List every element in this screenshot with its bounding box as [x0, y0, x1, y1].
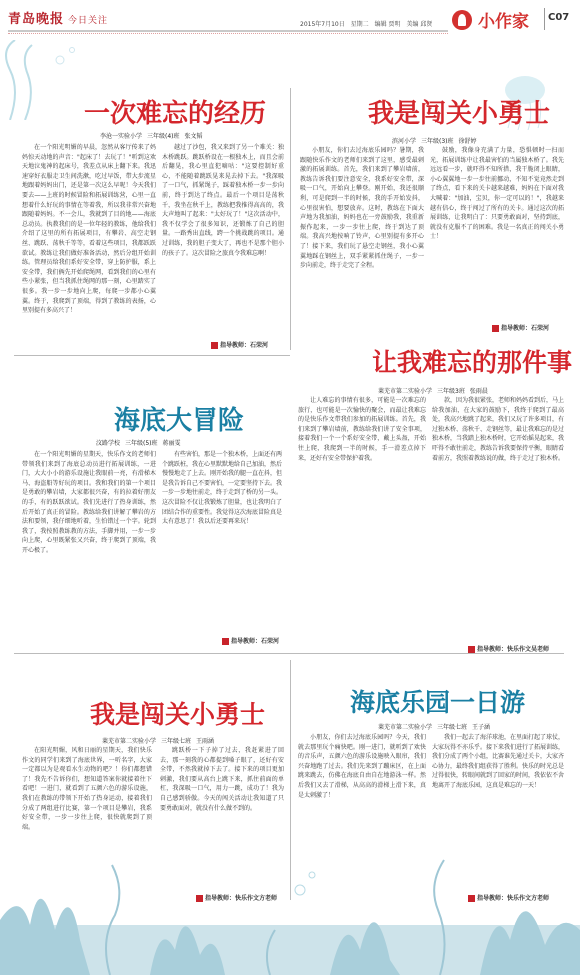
article-body-column-2: 款，因为我很紧张，老师和妈妈看到后，马上给我加油，在大家的鼓励下，我终于爬到了最高处，我高兴地跳了起来，我们又玩了许多项目，有过独木桥、荡秋千、走钢丝等，最让我难忘的是过独木桥，当我踏上独木桥时，它开始摇晃起来，我吓得不敢往前走，教练告诉我要保持平衡，眼睛看着前方，我照着教练说的做，终于走过了独木桥。	[432, 397, 564, 462]
article-title: 我是闯关小勇士	[368, 99, 551, 129]
editor-credit: 编辑 贾明	[374, 21, 401, 28]
signature-marker-icon	[492, 325, 499, 332]
column-divider	[290, 88, 291, 350]
byline-grade: 三年级(3)班	[421, 138, 454, 145]
article-body-column-1: 在阳光明媚，风和日丽的星期天，我们快乐作文的同学们来到了海底世界，一听名字，大家一定都以为是观看水生动物的吧？！你们都想错了！我先不告诉你们，想知道答案你就接着往下看吧！一进门，就看到了五颜六色的游乐设施，我们在教练的带领下开始了热身运动，接着我们分成了两组进行比赛，第一个项目是攀岩，我系好安全带，一步一步往上爬，很快就爬到了顶端。	[22, 747, 152, 831]
article-title: 海底乐园一日游	[350, 688, 526, 717]
designer-credit: 美编 邱贤	[406, 21, 433, 28]
article-title: 我是闯关小勇士	[90, 700, 266, 729]
page-header	[0, 0, 580, 36]
newspaper-name: 青岛晚报	[8, 12, 65, 27]
page-number: C07	[548, 12, 570, 23]
article-body-column-1: 在一个阳光明媚的早晨，忽然从客厅传来了妈妈惊天动地的声音："起床了！去玩了！"听到这欢天地泣鬼神的起床号，我差点从床上翻下来。我迅速穿好衣服走卫生间洗漱，吃过早饭，带大步流星地跟着妈妈出门，还是第一次这么早呢！今天我们要去——上班的时候冒险和拓展训练营，心里一直想着什么好玩的事情在等着我，所以我非常兴奋地跟随着妈妈。不一会儿，我就到了目的地——海底总动员。执教我们的是一位年轻的教练，他给我们介绍了这里的所有拓展项目，有攀岩、高空走钢丝、跳跃、荡秋千等等，看着这些项目，我都跃跃欲试。教练让我们做好准备活动，然后分组开始训练。管理员给我们系好安全带，穿上防护服，系上安全带，我们俩先开始爬绳网，看到我们的心里有些小紧张，但当我抓住绳网的那一刻，心里踏实了很多。我一步一步地向上爬，每爬一步都小心翼翼。终于，我爬到了顶端，得到了教练的表扬，心里别提有多高兴了！	[22, 144, 156, 315]
byline	[392, 136, 482, 145]
byline-author: 王雨涵	[196, 738, 215, 745]
article-body-column-1: 小朋友，你们去过海底乐园吗？暑期，我跟随快乐作文的老师们来到了这里，感受最刺激的拓展训练。首先，我们来到了攀岩墙前，教练告诉我们要注意安全，我系好安全带，深吸一口气，开始向上攀登。刚开始，我还很顺利，可是爬到一半的时候，我的手开始发抖，心里很害怕，想要放弃。这时，教练在下面大声地为我加油，妈妈也在一旁鼓励我，我重新振作起来，一步一步往上爬，终于到达了顶端。我高兴地按响了铃声，心里别提有多开心了！接下来，我们玩了悬空走钢丝，我小心翼翼地踩在钢丝上，双手紧紧抓住绳子，一步一步向前走，终于走完了全程。	[300, 147, 424, 270]
byline-school: 滨河小学	[392, 138, 417, 145]
byline-grade: 三年级七班	[161, 738, 192, 745]
article-title: 海底大冒险	[114, 406, 245, 436]
signature-text: 指导教师：石荣河	[501, 325, 550, 332]
byline-grade: 三年级(4)班	[147, 133, 180, 140]
signature-marker-icon	[211, 342, 218, 349]
issue-meta	[300, 19, 436, 28]
byline-author: 徐舒婷	[458, 138, 477, 145]
byline-author: 张雨晨	[469, 388, 488, 395]
byline	[100, 131, 208, 140]
signature-marker-icon	[468, 646, 475, 653]
teacher-signature	[211, 340, 268, 349]
signature-text: 指导教师：快乐作文吴老师	[477, 646, 550, 653]
issue-date: 2015年7月10日	[300, 21, 345, 28]
byline-author: 蒋丽雯	[162, 440, 181, 447]
article-body-column-1: 在一个阳光明媚的星期天，快乐作文的老师们带领我们来到了海底总动员进行拓展训练，一进门，大大小小的游乐设施让我眼前一亮，有滑梯木马、海盗船等好玩的项目。我和我们的第一个项目是勇敢的攀岩墙，大家都很兴奋，有的拉着好朋友的手，有的跃跃欲试。我们先进行了热身训练，然后开始了真正的冒险。教练给我们讲解了攀岩的方法和要领，我仔细地听着，生怕错过一个字。轮到我了，我按照教练教的方法，手脚并用，一步一步向上爬，心里既紧张又兴奋，终于爬到了顶端，我开心极了。	[22, 451, 156, 554]
newspaper-subtitle: 今日关注	[68, 16, 109, 26]
byline	[378, 722, 495, 731]
teacher-signature	[492, 323, 549, 332]
signature-text: 指导教师：石荣河	[231, 638, 280, 645]
pencil-icon	[452, 10, 472, 30]
signature-marker-icon	[196, 895, 203, 902]
header-rule	[8, 30, 448, 32]
article-body-column-2: 跳跃桥一下子掉了过去，我赶紧进了回去，那一刻我的心都提到嗓子眼了，还好有安全带，不然我就掉下去了。接下来的项目更加刺激，我们要从高台上跳下来，抓住前面的单杠，我深吸一口气，用力一跳，成功了！我为自己感到骄傲。今天的闯关活动让我知道了只要勇敢面对，就没有什么做不到的。	[160, 747, 284, 812]
teacher-signature	[222, 636, 279, 645]
byline-author: 王子涵	[472, 724, 491, 731]
newspaper-logo	[8, 8, 108, 27]
byline-school: 莱芜市第二实验小学	[378, 388, 433, 395]
section-divider	[14, 653, 564, 654]
byline-grade: 三年级七班	[437, 724, 468, 731]
article-body-column-2: 有些害怕，那是一个独木桥，上面还有两个跳跃桩，我在心里默默地给自己加油，然后慢慢地走了上去。刚开始我的腿一直在抖，但是我告诉自己不要害怕，一定要坚持下去。我一步一步地往前走，终于走到了桥的另一头。这次冒险不仅让我锻炼了胆量，也让我明白了团结合作的重要性。我觉得这次海底冒险真是太有意思了！我以后还要再来玩！	[162, 451, 282, 526]
byline-author: 张文韬	[184, 133, 203, 140]
article-body-column-2: 越过了沙包，我又来到了另一个难关：独木桥跳跃。跳跃桥设在一根独木上，而且会前后翻晃，我心里直犯嘀咕："这要控制好重心，不能随着跳跃晃来晃去掉下去。"我深吸了一口气，抓紧绳子，踩着独木桥一步一步向前，终于到达了终点。最后一个项目是荡秋千，我坐在秋千上，教练把我推得高高的，我大声地叫了起来："太好玩了！"这次活动中，我不仅学会了很多知识，还锻炼了自己的胆量。一路秀出直线，跨一个挑战跳的项目。通过训练，我的胆子变大了，再也不是那个胆小的孩子了。这次冒险之旅真令我难忘啊！	[162, 144, 284, 257]
column-divider	[290, 660, 291, 900]
signature-marker-icon	[222, 638, 229, 645]
byline-school: 莱芜市第二实验小学	[102, 738, 157, 745]
header-divider	[544, 8, 545, 30]
byline-school: 汶路学校	[96, 440, 121, 447]
byline	[102, 736, 219, 745]
article-body-column-1: 小朋友，你们去过海底乐园吗？今天，我们就去那里玩个痛快吧。刚一进门，就听到了欢快的音乐声，五颜六色的游乐设施映入眼帘，我们兴奋地跑了过去。我们先来到了蹦床区，在上面跳来跳去，仿佛在海底自由自在地游泳一样。然后我们又去了滑梯，从高高的滑梯上滑下来，真是太刺激了！	[298, 734, 426, 799]
byline-grade: 三年级3班	[437, 388, 465, 395]
signature-text: 指导教师：石荣河	[220, 342, 269, 349]
teacher-signature	[468, 893, 549, 902]
byline	[378, 386, 493, 395]
byline-school: 莱芜市第二实验小学	[378, 724, 433, 731]
article-title: 让我难忘的那件事	[372, 348, 573, 377]
byline-grade: 三年级(5)班	[125, 440, 158, 447]
section-divider	[14, 355, 290, 356]
signature-text: 指导教师：快乐作文方老师	[477, 895, 550, 902]
signature-text: 指导教师：快乐作文方老师	[205, 895, 278, 902]
section-title: 小作家	[478, 12, 529, 32]
issue-weekday: 星期二	[350, 21, 369, 28]
article-body-column-1: 让人难忘的事情有很多，可能是一次难忘的旅行，也可能是一次愉快的聚会，而最让我难忘的是快乐作文带我们参加的拓展训练。首先，我们来到了攀岩墙前，教练给我们讲了安全事项，接着我们一个一个系好安全带，戴上头盔，开始往上爬，我爬到一半的时候，手一滑差点掉下来，还好有安全带保护着我。	[298, 397, 426, 462]
article-body-column-2: 我们一起去了海洋球池，在里面打起了球仗，大家玩得不亦乐乎。接下来我们进行了拓展训练，我们分成了两个小组，比赛谁先通过关卡，大家齐心协力，最终我们组获得了胜利。快乐的时光总是过得很快，转眼间就到了回家的时间，我依依不舍地离开了海底乐园，这真是难忘的一天！	[432, 734, 564, 789]
header-dotted-rule	[8, 33, 448, 35]
signature-marker-icon	[468, 895, 475, 902]
teacher-signature	[468, 644, 549, 653]
byline	[96, 438, 186, 447]
article-body-column-2: 鼓励，我像身充满了力量，恐惧顿时一扫而光，拓展训练中让我最害怕的当属独木桥了。我先远远看一步，就吓得不知所措，我干脆闭上眼睛，小心翼翼地一步一步往前挪动，不知不觉竟然走到了终点，看下来的关卡越来越难，妈妈在下面对我大喊着："加油，宝贝，你一定可以的！"，我越来越有信心，终于闯过了所有的关卡。通过这次的拓展训练，让我明白了：只要勇敢面对，坚持到底，就没有克服不了的困难。我是一名真正的闯关小勇士！	[430, 147, 564, 241]
teacher-signature	[196, 893, 277, 902]
byline-school: 李沧一实验小学	[100, 133, 143, 140]
article-title: 一次难忘的经历	[84, 99, 267, 129]
